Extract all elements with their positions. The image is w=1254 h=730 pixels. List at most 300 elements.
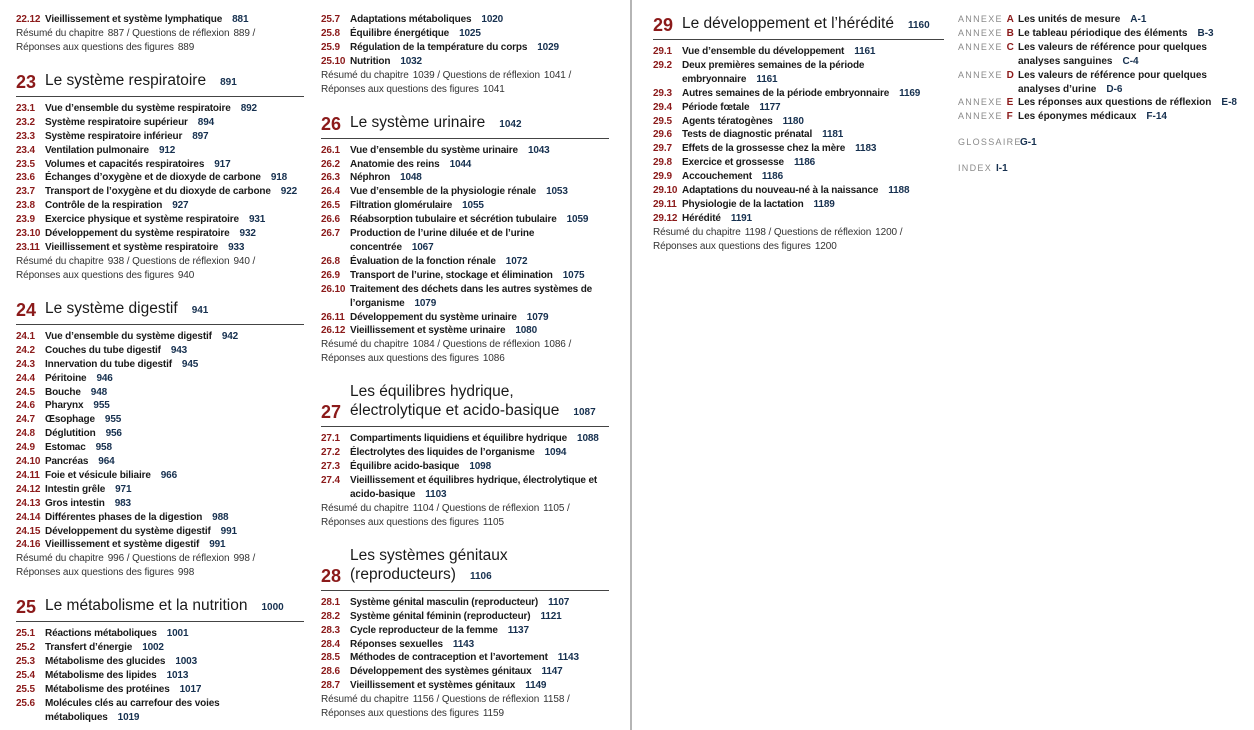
chapter-summary: Résumé du chapitre 1104 / Questions de réflexion 1105 / Réponses aux questions des figures 1105 bbox=[321, 502, 570, 528]
section-number: 23.9 bbox=[16, 214, 35, 226]
annex-entry[interactable] bbox=[958, 69, 1248, 97]
section-title: Accouchement bbox=[682, 171, 752, 183]
chapter-title: Le système respiratoire bbox=[45, 71, 207, 89]
chapter-number: 29 bbox=[653, 15, 674, 35]
chapter-summary: Résumé du chapitre 1156 / Questions de réflexion 1158 / Réponses aux questions des figures 1159 bbox=[321, 694, 570, 720]
toc-entry[interactable] bbox=[321, 255, 609, 269]
annex-label bbox=[958, 96, 1018, 110]
toc-entry[interactable] bbox=[321, 596, 609, 610]
page-number: 1094 bbox=[544, 447, 567, 459]
toc-entry[interactable] bbox=[321, 227, 609, 255]
toc-entry[interactable] bbox=[321, 651, 609, 665]
page-number: 948 bbox=[90, 386, 108, 398]
toc-entry[interactable] bbox=[16, 455, 304, 469]
toc-entry[interactable] bbox=[16, 627, 304, 641]
section-title: Traitement des déchets dans les autres systèmes de l’organisme bbox=[350, 283, 593, 309]
section-number: 25.10 bbox=[321, 55, 346, 67]
section-list bbox=[321, 13, 609, 69]
questions-label: Questions de réflexion bbox=[132, 553, 230, 565]
summary-page: 1104 bbox=[412, 502, 434, 514]
section-number: 28.7 bbox=[321, 680, 340, 692]
figures-label: Réponses aux questions des figures bbox=[321, 83, 479, 95]
annex-letter: A bbox=[1006, 14, 1014, 25]
questions-label: Questions de réflexion bbox=[442, 339, 540, 351]
toc-entry[interactable] bbox=[16, 399, 304, 413]
section-number: 29.1 bbox=[653, 46, 672, 57]
toc-entry[interactable] bbox=[16, 372, 304, 386]
page-number: 1188 bbox=[888, 185, 910, 197]
toc-entry[interactable] bbox=[653, 115, 944, 129]
toc-entry[interactable] bbox=[653, 87, 944, 101]
page-number: 1059 bbox=[566, 214, 589, 226]
page-number: 1055 bbox=[462, 200, 484, 212]
annex-entry[interactable] bbox=[958, 41, 1248, 69]
section-number: 26.1 bbox=[321, 144, 340, 156]
section-number: 24.6 bbox=[16, 400, 35, 412]
section-number: 22.12 bbox=[16, 14, 41, 25]
toc-entry[interactable] bbox=[321, 27, 609, 41]
section-number: 24.14 bbox=[16, 511, 41, 523]
page-number: 1137 bbox=[507, 624, 529, 636]
toc-entry[interactable] bbox=[321, 474, 609, 502]
toc-entry[interactable] bbox=[321, 432, 609, 446]
chapter-heading[interactable] bbox=[321, 113, 609, 139]
section-title: Compartiments liquidiens et équilibre hydrique bbox=[350, 433, 568, 445]
section-title: Vue d’ensemble du système respiratoire bbox=[45, 102, 231, 114]
section-list bbox=[653, 45, 944, 226]
toc-entry[interactable] bbox=[16, 144, 304, 158]
section-title: Innervation du tube digestif bbox=[45, 358, 172, 370]
section-number: 27.1 bbox=[321, 433, 340, 445]
toc-entry[interactable] bbox=[16, 497, 304, 511]
section-title: Régulation de la température du corps bbox=[350, 41, 528, 53]
section-number: 25.3 bbox=[16, 656, 35, 668]
toc-entry[interactable] bbox=[653, 156, 944, 170]
page-number: 922 bbox=[280, 186, 298, 198]
section-number: 24.12 bbox=[16, 483, 41, 495]
section-number: 23.3 bbox=[16, 130, 35, 142]
page-number: 1143 bbox=[452, 638, 475, 650]
chapter-heading[interactable] bbox=[653, 14, 944, 40]
toc-entry[interactable] bbox=[653, 45, 944, 59]
toc-entry[interactable] bbox=[16, 655, 304, 669]
index-entry[interactable] bbox=[958, 162, 1248, 176]
page-number: 1001 bbox=[166, 628, 189, 640]
section-title: Pancréas bbox=[45, 456, 89, 468]
figures-label: Réponses aux questions des figures bbox=[16, 269, 174, 281]
toc-entry[interactable] bbox=[321, 213, 609, 227]
toc-entry[interactable] bbox=[321, 185, 609, 199]
section-title: Transport de l’urine, stockage et élimination bbox=[350, 269, 553, 281]
summary-page: 1198 bbox=[744, 226, 766, 238]
section-number: 26.8 bbox=[321, 255, 340, 267]
toc-column-2 bbox=[321, 13, 609, 721]
page-number: 958 bbox=[95, 442, 112, 454]
section-title: Production de l’urine diluée et de l’urine concentrée bbox=[350, 228, 535, 253]
toc-entry[interactable] bbox=[653, 101, 944, 115]
summary-label: Résumé du chapitre bbox=[321, 339, 409, 351]
section-title: Bouche bbox=[45, 386, 81, 398]
chapter-page: 941 bbox=[191, 304, 209, 316]
section-title: Réactions métaboliques bbox=[45, 628, 157, 640]
figures-label: Réponses aux questions des figures bbox=[321, 353, 479, 365]
chapter-page: 1087 bbox=[573, 407, 596, 419]
section-title: Tests de diagnostic prénatal bbox=[682, 129, 813, 141]
questions-page: 998 bbox=[233, 553, 250, 565]
section-number: 24.10 bbox=[16, 456, 41, 468]
page-number: 1019 bbox=[117, 711, 140, 723]
section-number: 29.4 bbox=[653, 101, 672, 113]
toc-entry[interactable] bbox=[16, 641, 304, 655]
section-title: Vieillissement et système urinaire bbox=[350, 325, 506, 337]
toc-entry[interactable] bbox=[321, 610, 609, 624]
figures-label: Réponses aux questions des figures bbox=[321, 516, 479, 528]
toc-entry[interactable] bbox=[321, 446, 609, 460]
section-number: 27.4 bbox=[321, 475, 340, 487]
summary-label: Résumé du chapitre bbox=[16, 27, 104, 39]
annex-entry[interactable] bbox=[958, 110, 1248, 124]
toc-entry[interactable] bbox=[321, 283, 609, 311]
toc-entry[interactable] bbox=[321, 199, 609, 213]
page-number: B-3 bbox=[1197, 27, 1214, 39]
summary-page: 887 bbox=[107, 27, 125, 39]
section-number: 24.4 bbox=[16, 372, 35, 384]
toc-entry[interactable] bbox=[16, 697, 304, 725]
toc-entry[interactable] bbox=[321, 665, 609, 679]
page-number: 1053 bbox=[546, 186, 568, 198]
page-number: 1088 bbox=[577, 433, 599, 445]
section-number: 24.5 bbox=[16, 386, 35, 398]
page-number: 1180 bbox=[782, 115, 804, 127]
section-number: 27.2 bbox=[321, 447, 340, 459]
section-title: Vue d’ensemble du système urinaire bbox=[350, 144, 518, 156]
section-title: Volumes et capacités respiratoires bbox=[45, 158, 205, 170]
toc-entry[interactable] bbox=[16, 525, 304, 539]
figures-label: Réponses aux questions des figures bbox=[321, 708, 479, 720]
section-number: 25.1 bbox=[16, 628, 35, 640]
toc-entry[interactable] bbox=[321, 41, 609, 55]
annex-letter: B bbox=[1006, 27, 1014, 39]
page-number: 1121 bbox=[540, 610, 562, 622]
section-title: Développement du système digestif bbox=[45, 525, 211, 537]
toc-entry[interactable] bbox=[16, 199, 304, 213]
toc-entry[interactable] bbox=[16, 330, 304, 344]
section-title: Autres semaines de la période embryonnaire bbox=[682, 87, 890, 99]
toc-entry[interactable] bbox=[16, 241, 304, 255]
section-title: Hérédité bbox=[682, 212, 721, 224]
section-number: 29.8 bbox=[653, 157, 672, 169]
toc-entry[interactable] bbox=[16, 13, 304, 27]
toc-entry[interactable] bbox=[653, 142, 944, 156]
section-title: Électrolytes des liquides de l’organisme bbox=[350, 447, 535, 459]
page-number: 1181 bbox=[822, 129, 844, 141]
annex-entry[interactable] bbox=[958, 13, 1248, 27]
toc-column-4 bbox=[958, 13, 1248, 176]
toc-entry[interactable] bbox=[321, 460, 609, 474]
page-number: D-6 bbox=[1106, 83, 1123, 95]
toc-entry[interactable] bbox=[16, 102, 304, 116]
section-title: Échanges d’oxygène et de dioxyde de carbone bbox=[45, 172, 261, 184]
section-number: 26.7 bbox=[321, 228, 340, 240]
page-number: 971 bbox=[115, 483, 132, 495]
section-title: Deux premières semaines de la période embryonnaire bbox=[682, 59, 865, 85]
page-number: 1186 bbox=[793, 157, 816, 169]
section-title: Développement du système respiratoire bbox=[45, 228, 230, 240]
section-title: Système génital masculin (reproducteur) bbox=[350, 596, 539, 608]
page-number: 1098 bbox=[469, 461, 492, 473]
annex-title: Les unités de mesure bbox=[1018, 14, 1121, 25]
section-number: 26.9 bbox=[321, 269, 340, 281]
page-number: 1169 bbox=[899, 87, 921, 99]
section-number: 24.2 bbox=[16, 344, 35, 356]
chapter-heading[interactable] bbox=[16, 299, 304, 325]
section-title: Couches du tube digestif bbox=[45, 344, 161, 356]
questions-page: 1158 bbox=[543, 694, 565, 706]
annex-label bbox=[958, 41, 1018, 69]
section-title: Adaptations du nouveau-né à la naissance bbox=[682, 185, 879, 197]
toc-entry[interactable] bbox=[653, 170, 944, 184]
section-number: 24.7 bbox=[16, 414, 35, 426]
toc-entry[interactable] bbox=[321, 171, 609, 185]
page-divider bbox=[630, 0, 632, 730]
glossary-entry[interactable] bbox=[958, 136, 1248, 150]
section-title: Vieillissement et système lymphatique bbox=[45, 14, 223, 25]
annex-word: ANNEXE bbox=[958, 97, 1003, 108]
toc-entry[interactable] bbox=[16, 386, 304, 400]
section-number: 24.13 bbox=[16, 497, 41, 509]
section-list bbox=[321, 596, 609, 693]
annex-label bbox=[958, 27, 1018, 41]
page-number: 1017 bbox=[179, 684, 202, 695]
section-title: Système respiratoire inférieur bbox=[45, 130, 183, 142]
toc-entry[interactable] bbox=[321, 158, 609, 172]
page-number: 1161 bbox=[756, 73, 778, 85]
page-number: I-1 bbox=[996, 163, 1008, 175]
page-number: 1032 bbox=[400, 55, 422, 67]
section-number: 29.12 bbox=[653, 212, 678, 224]
toc-entry[interactable] bbox=[653, 59, 944, 87]
chapter-number: 26 bbox=[321, 113, 342, 134]
section-number: 29.6 bbox=[653, 129, 672, 141]
toc-entry[interactable] bbox=[16, 116, 304, 130]
toc-entry[interactable] bbox=[16, 469, 304, 483]
section-number: 28.5 bbox=[321, 652, 340, 664]
questions-page: 1086 bbox=[543, 339, 566, 351]
toc-column-3 bbox=[653, 14, 944, 254]
section-title: Ventilation pulmonaire bbox=[45, 144, 149, 156]
page-number: 1079 bbox=[414, 297, 437, 309]
toc-entry[interactable] bbox=[653, 212, 944, 226]
section-number: 23.5 bbox=[16, 158, 35, 170]
section-title: Effets de la grossesse chez la mère bbox=[682, 143, 846, 155]
annex-letter: F bbox=[1006, 111, 1013, 123]
page-number: 1029 bbox=[537, 41, 559, 53]
chapter-title: Le système digestif bbox=[45, 299, 178, 317]
section-number: 29.5 bbox=[653, 115, 672, 127]
toc-entry[interactable] bbox=[16, 427, 304, 441]
page-number: 966 bbox=[160, 469, 177, 481]
section-number: 23.11 bbox=[16, 241, 40, 253]
page-number: 945 bbox=[181, 358, 199, 370]
page-number: 927 bbox=[172, 200, 189, 212]
summary-page: 996 bbox=[107, 553, 125, 565]
toc-entry[interactable] bbox=[16, 538, 304, 552]
section-number: 24.11 bbox=[16, 469, 40, 481]
page-number: 1003 bbox=[175, 656, 197, 668]
page-number: 1002 bbox=[142, 642, 164, 654]
annex-entry[interactable] bbox=[958, 96, 1248, 110]
page-number: 1080 bbox=[515, 325, 538, 337]
toc-entry[interactable] bbox=[16, 669, 304, 683]
page-number: 983 bbox=[114, 497, 131, 509]
annex-title: Les éponymes médicaux bbox=[1018, 111, 1137, 123]
toc-entry[interactable] bbox=[653, 184, 944, 198]
section-number: 29.3 bbox=[653, 87, 672, 99]
section-title: Vue d’ensemble du système digestif bbox=[45, 330, 212, 342]
annex-word: ANNEXE bbox=[958, 69, 1003, 80]
section-number: 29.2 bbox=[653, 59, 672, 71]
page-number: 1079 bbox=[526, 311, 549, 323]
chapter-title: Les équilibres hydrique, électrolytique et acido-basique bbox=[350, 383, 560, 420]
toc-entry[interactable] bbox=[16, 344, 304, 358]
toc-entry[interactable] bbox=[16, 130, 304, 144]
toc-entry[interactable] bbox=[321, 324, 609, 338]
chapter-number: 28 bbox=[321, 565, 342, 586]
toc-entry[interactable] bbox=[16, 185, 304, 199]
page-number: 1143 bbox=[557, 652, 579, 664]
toc-entry[interactable] bbox=[16, 511, 304, 525]
toc-entry[interactable] bbox=[16, 483, 304, 497]
annex-title: Les réponses aux questions de réflexion bbox=[1018, 97, 1212, 109]
toc-entry[interactable] bbox=[321, 311, 609, 325]
chapter-summary: Résumé du chapitre 938 / Questions de réflexion 940 / Réponses aux questions des figures 940 bbox=[16, 255, 256, 281]
section-number: 29.9 bbox=[653, 171, 672, 183]
page-number: 1107 bbox=[548, 596, 570, 608]
page-number: 991 bbox=[220, 525, 237, 537]
chapter-heading[interactable] bbox=[321, 546, 609, 591]
page-number: 1044 bbox=[449, 158, 472, 170]
section-number: 25.5 bbox=[16, 684, 35, 695]
chapter-page: 891 bbox=[220, 76, 237, 88]
page-number: G-1 bbox=[1020, 137, 1037, 149]
toc-entry[interactable] bbox=[321, 13, 609, 27]
page-number: 894 bbox=[197, 116, 215, 128]
annex-word: ANNEXE bbox=[958, 27, 1003, 38]
section-number: 27.3 bbox=[321, 461, 340, 473]
figures-page: 889 bbox=[177, 41, 195, 53]
annex-letter: E bbox=[1006, 97, 1014, 109]
annex-label bbox=[958, 13, 1018, 27]
toc-entry[interactable] bbox=[653, 198, 944, 212]
section-title: Agents tératogènes bbox=[682, 115, 773, 127]
page-number: 1075 bbox=[562, 269, 585, 281]
annex-entry[interactable] bbox=[958, 27, 1248, 41]
section-title: Équilibre acido-basique bbox=[350, 461, 460, 473]
section-title: Molécules clés au carrefour des voies métaboliques bbox=[45, 697, 220, 723]
toc-entry[interactable] bbox=[321, 624, 609, 638]
questions-label: Questions de réflexion bbox=[441, 694, 540, 706]
toc-entry[interactable] bbox=[321, 144, 609, 158]
section-title: Système respiratoire supérieur bbox=[45, 116, 188, 128]
page-number: 1189 bbox=[813, 198, 835, 210]
toc-entry[interactable] bbox=[16, 171, 304, 185]
annex-word: ANNEXE bbox=[958, 41, 1003, 52]
toc-entry[interactable] bbox=[321, 638, 609, 652]
section-title: Réabsorption tubulaire et sécrétion tubulaire bbox=[350, 214, 557, 226]
questions-label: Questions de réflexion bbox=[441, 502, 540, 514]
section-number: 25.9 bbox=[321, 41, 340, 53]
page-number: 1048 bbox=[400, 172, 422, 184]
summary-page: 1084 bbox=[412, 339, 435, 351]
page-number: 1025 bbox=[459, 27, 481, 39]
chapter-page: 1106 bbox=[469, 570, 492, 582]
toc-entry[interactable] bbox=[321, 55, 609, 69]
page-number: 1103 bbox=[425, 488, 447, 500]
page-number: 943 bbox=[170, 344, 188, 356]
toc-entry[interactable] bbox=[16, 358, 304, 372]
figures-label: Réponses aux questions des figures bbox=[653, 240, 811, 252]
section-number: 26.3 bbox=[321, 172, 340, 184]
section-title: Développement du système urinaire bbox=[350, 311, 517, 323]
page-number: 1020 bbox=[481, 14, 504, 25]
section-number: 28.1 bbox=[321, 596, 340, 608]
toc-entry[interactable] bbox=[321, 269, 609, 283]
section-number: 29.10 bbox=[653, 185, 678, 197]
page-number: 1013 bbox=[166, 670, 189, 682]
section-title: Exercice physique et système respiratoire bbox=[45, 214, 239, 226]
annex-title: Les valeurs de référence pour quelques analyses d’urine bbox=[1018, 69, 1207, 95]
section-number: 24.15 bbox=[16, 525, 41, 537]
section-title: Adaptations métaboliques bbox=[350, 14, 472, 25]
section-title: Vue d’ensemble de la physiologie rénale bbox=[350, 186, 537, 198]
toc-entry[interactable] bbox=[653, 128, 944, 142]
chapter-title: Le métabolisme et la nutrition bbox=[45, 597, 248, 615]
figures-page: 1105 bbox=[482, 516, 504, 528]
section-list bbox=[16, 627, 304, 724]
annex-word: ANNEXE bbox=[958, 14, 1003, 24]
chapter-summary: Résumé du chapitre 996 / Questions de réflexion 998 / Réponses aux questions des figures 998 bbox=[16, 553, 256, 579]
section-number: 26.2 bbox=[321, 158, 340, 170]
section-title: Péritoine bbox=[45, 372, 87, 384]
annex-word: ANNEXE bbox=[958, 111, 1003, 122]
toc-entry[interactable] bbox=[16, 441, 304, 455]
section-title: Méthodes de contraception et l’avortement bbox=[350, 652, 548, 664]
toc-entry[interactable] bbox=[16, 158, 304, 172]
chapter-heading[interactable] bbox=[321, 382, 609, 427]
section-number: 23.6 bbox=[16, 172, 35, 184]
chapter-title: Le système urinaire bbox=[350, 113, 486, 131]
toc-entry[interactable] bbox=[321, 679, 609, 693]
questions-label: Questions de réflexion bbox=[132, 255, 230, 267]
annex-label bbox=[958, 110, 1018, 124]
toc-entry[interactable] bbox=[16, 227, 304, 241]
chapter-summary: Résumé du chapitre 1198 / Questions de réflexion 1200 / Réponses aux questions des figures 1200 bbox=[653, 226, 903, 252]
page-number: 892 bbox=[240, 102, 257, 114]
section-title: Équilibre énergétique bbox=[350, 27, 450, 39]
chapter-heading[interactable] bbox=[16, 71, 304, 97]
toc-entry[interactable] bbox=[16, 683, 304, 697]
toc-entry[interactable] bbox=[16, 213, 304, 227]
page-number: 918 bbox=[270, 172, 288, 184]
section-number: 24.8 bbox=[16, 428, 35, 440]
chapter-page: 1042 bbox=[499, 118, 522, 130]
toc-entry[interactable] bbox=[16, 413, 304, 427]
section-number: 24.1 bbox=[16, 330, 35, 342]
page-number: 912 bbox=[158, 144, 176, 156]
page-number: 933 bbox=[228, 241, 245, 253]
chapter-heading[interactable] bbox=[16, 596, 304, 622]
section-title: Œsophage bbox=[45, 414, 95, 426]
